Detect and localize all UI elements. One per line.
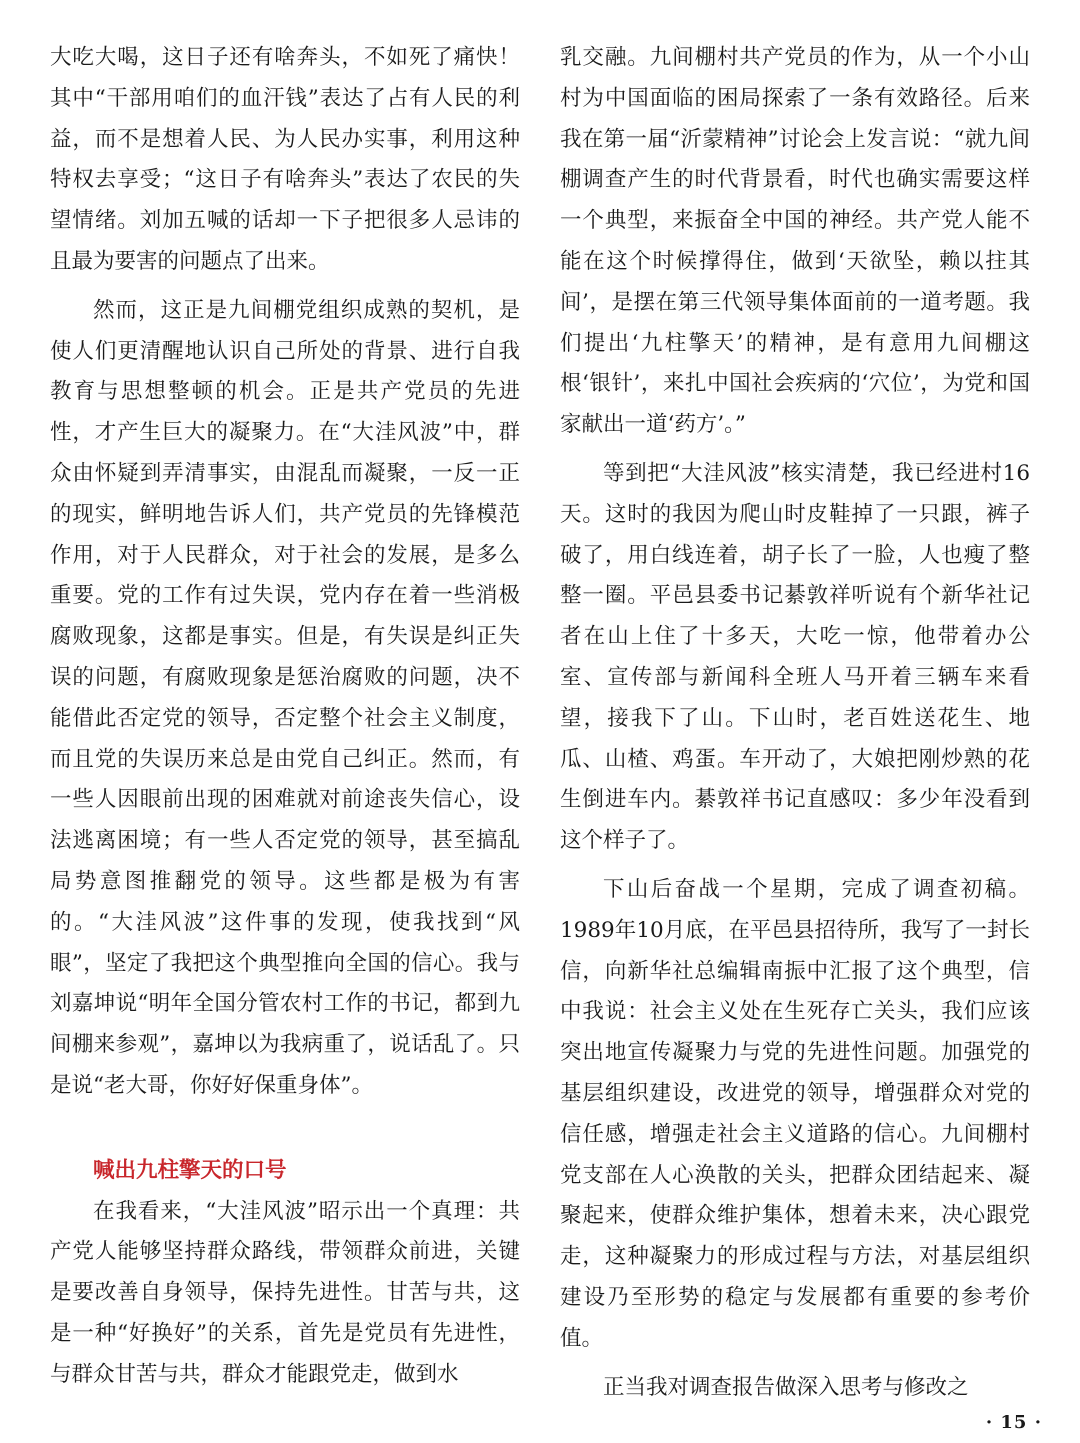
paragraph: 乳交融。九间棚村共产党员的作为，从一个小山村为中国面临的困局探索了一条有效路径。后来我在第一届“沂蒙精神”讨论会上发言说：“就九间棚调查产生的时代背景看，时代也确实需要这样一个典型，来振奋全中国的神经。共产党人能不能在这个时候撑得住，做到‘天欲坠，赖以拄其间’，是摆在第三代领导集体面前的一道考题。我们提出‘九柱擎天’的精神，是有意用九间棚这根‘银针’，来扎中国社会疾病的‘穴位’，为党和国家献出一道‘药方’。” <box>560 45 1030 438</box>
paragraph: 大吃大喝，这日子还有啥奔头，不如死了痛快！其中“干部用咱们的血汗钱”表达了占有人民的利益，而不是想着人民、为人民办实事，利用这种特权去享受；“这日子有啥奔头”表达了农民的失望情绪。刘加五喊的话却一下子把很多人忌讳的且最为要害的问题点了出来。 <box>50 45 520 274</box>
paragraph: 等到把“大洼风波”核实清楚，我已经进村16天。这时的我因为爬山时皮鞋掉了一只跟，裤子破了，用白线连着，胡子长了一脸，人也瘦了整整一圈。平邑县委书记綦敦祥听说有个新华社记者在山上住了十多天，大吃一惊，他带着办公室、宣传部与新闻科全班人马开着三辆车来看望，接我下了山。下山时，老百姓送花生、地瓜、山楂、鸡蛋。车开动了，大娘把刚炒熟的花生倒进车内。綦敦祥书记直感叹：多少年没看到这个样子了。 <box>560 460 1030 854</box>
paragraph: 正当我对调查报告做深入思考与修改之 <box>603 1374 969 1400</box>
paragraph: 然而，这正是九间棚党组织成熟的契机，是使人们更清醒地认识自己所处的背景、进行自我教育与思想整顿的机会。正是共产党员的先进性，才产生巨大的凝聚力。在“大洼风波”中，群众由怀疑到弄清事实，由混乱而凝聚，一反一正的现实，鲜明地告诉人们，共产党员的先锋模范作用，对于人民群众，对于社会的发展，是多么重要。党的工作有过失误，党内存在着一些消极腐败现象，这都是事实。但是，有失误是纠正失误的问题，有腐败现象是惩治腐败的问题，决不能借此否定党的领导，否定整个社会主义制度，而且党的失误历来总是由党自己纠正。然而，有一些人因眼前出现的困难就对前途丧失信心，设法逃离困境；有一些人否定党的领导，甚至搞乱局势意图推翻党的领导。这些都是极为有害的。“大洼风波”这件事的发现，使我找到“风眼”，坚定了我把这个典型推向全国的信心。我与刘嘉坤说“明年全国分管农村工作的书记，都到九间棚来参观”，嘉坤以为我病重了，说话乱了。只是说“老大哥，你好好保重身体”。 <box>50 297 520 1098</box>
page-number: · 15 · <box>985 1412 1042 1433</box>
section-heading: 喊出九柱擎天的口号 <box>93 1157 287 1183</box>
right-column <box>560 38 1030 1408</box>
paragraph: 在我看来，“大洼风波”昭示出一个真理：共产党人能够坚持群众路线，带领群众前进，关键是要改善自身领导，保持先进性。甘苦与共，这是一种“好换好”的关系，首先是党员有先进性，与群众甘苦与共，群众才能跟党走，做到水 <box>50 1198 520 1387</box>
left-column <box>50 38 520 1396</box>
paragraph: 下山后奋战一个星期，完成了调查初稿。1989年10月底，在平邑县招待所，我写了一封长信，向新华社总编辑南振中汇报了这个典型，信中我说：社会主义处在生死存亡关头，我们应该突出地宣传凝聚力与党的先进性问题。加强党的基层组织建设，改进党的领导，增强群众对党的信任感，增强走社会主义道路的信心。九间棚村党支部在人心涣散的关头，把群众团结起来、凝聚起来，使群众维护集体，想着未来，决心跟党走，这种凝聚力的形成过程与方法，对基层组织建设乃至形势的稳定与发展都有重要的参考价值。 <box>560 876 1030 1351</box>
